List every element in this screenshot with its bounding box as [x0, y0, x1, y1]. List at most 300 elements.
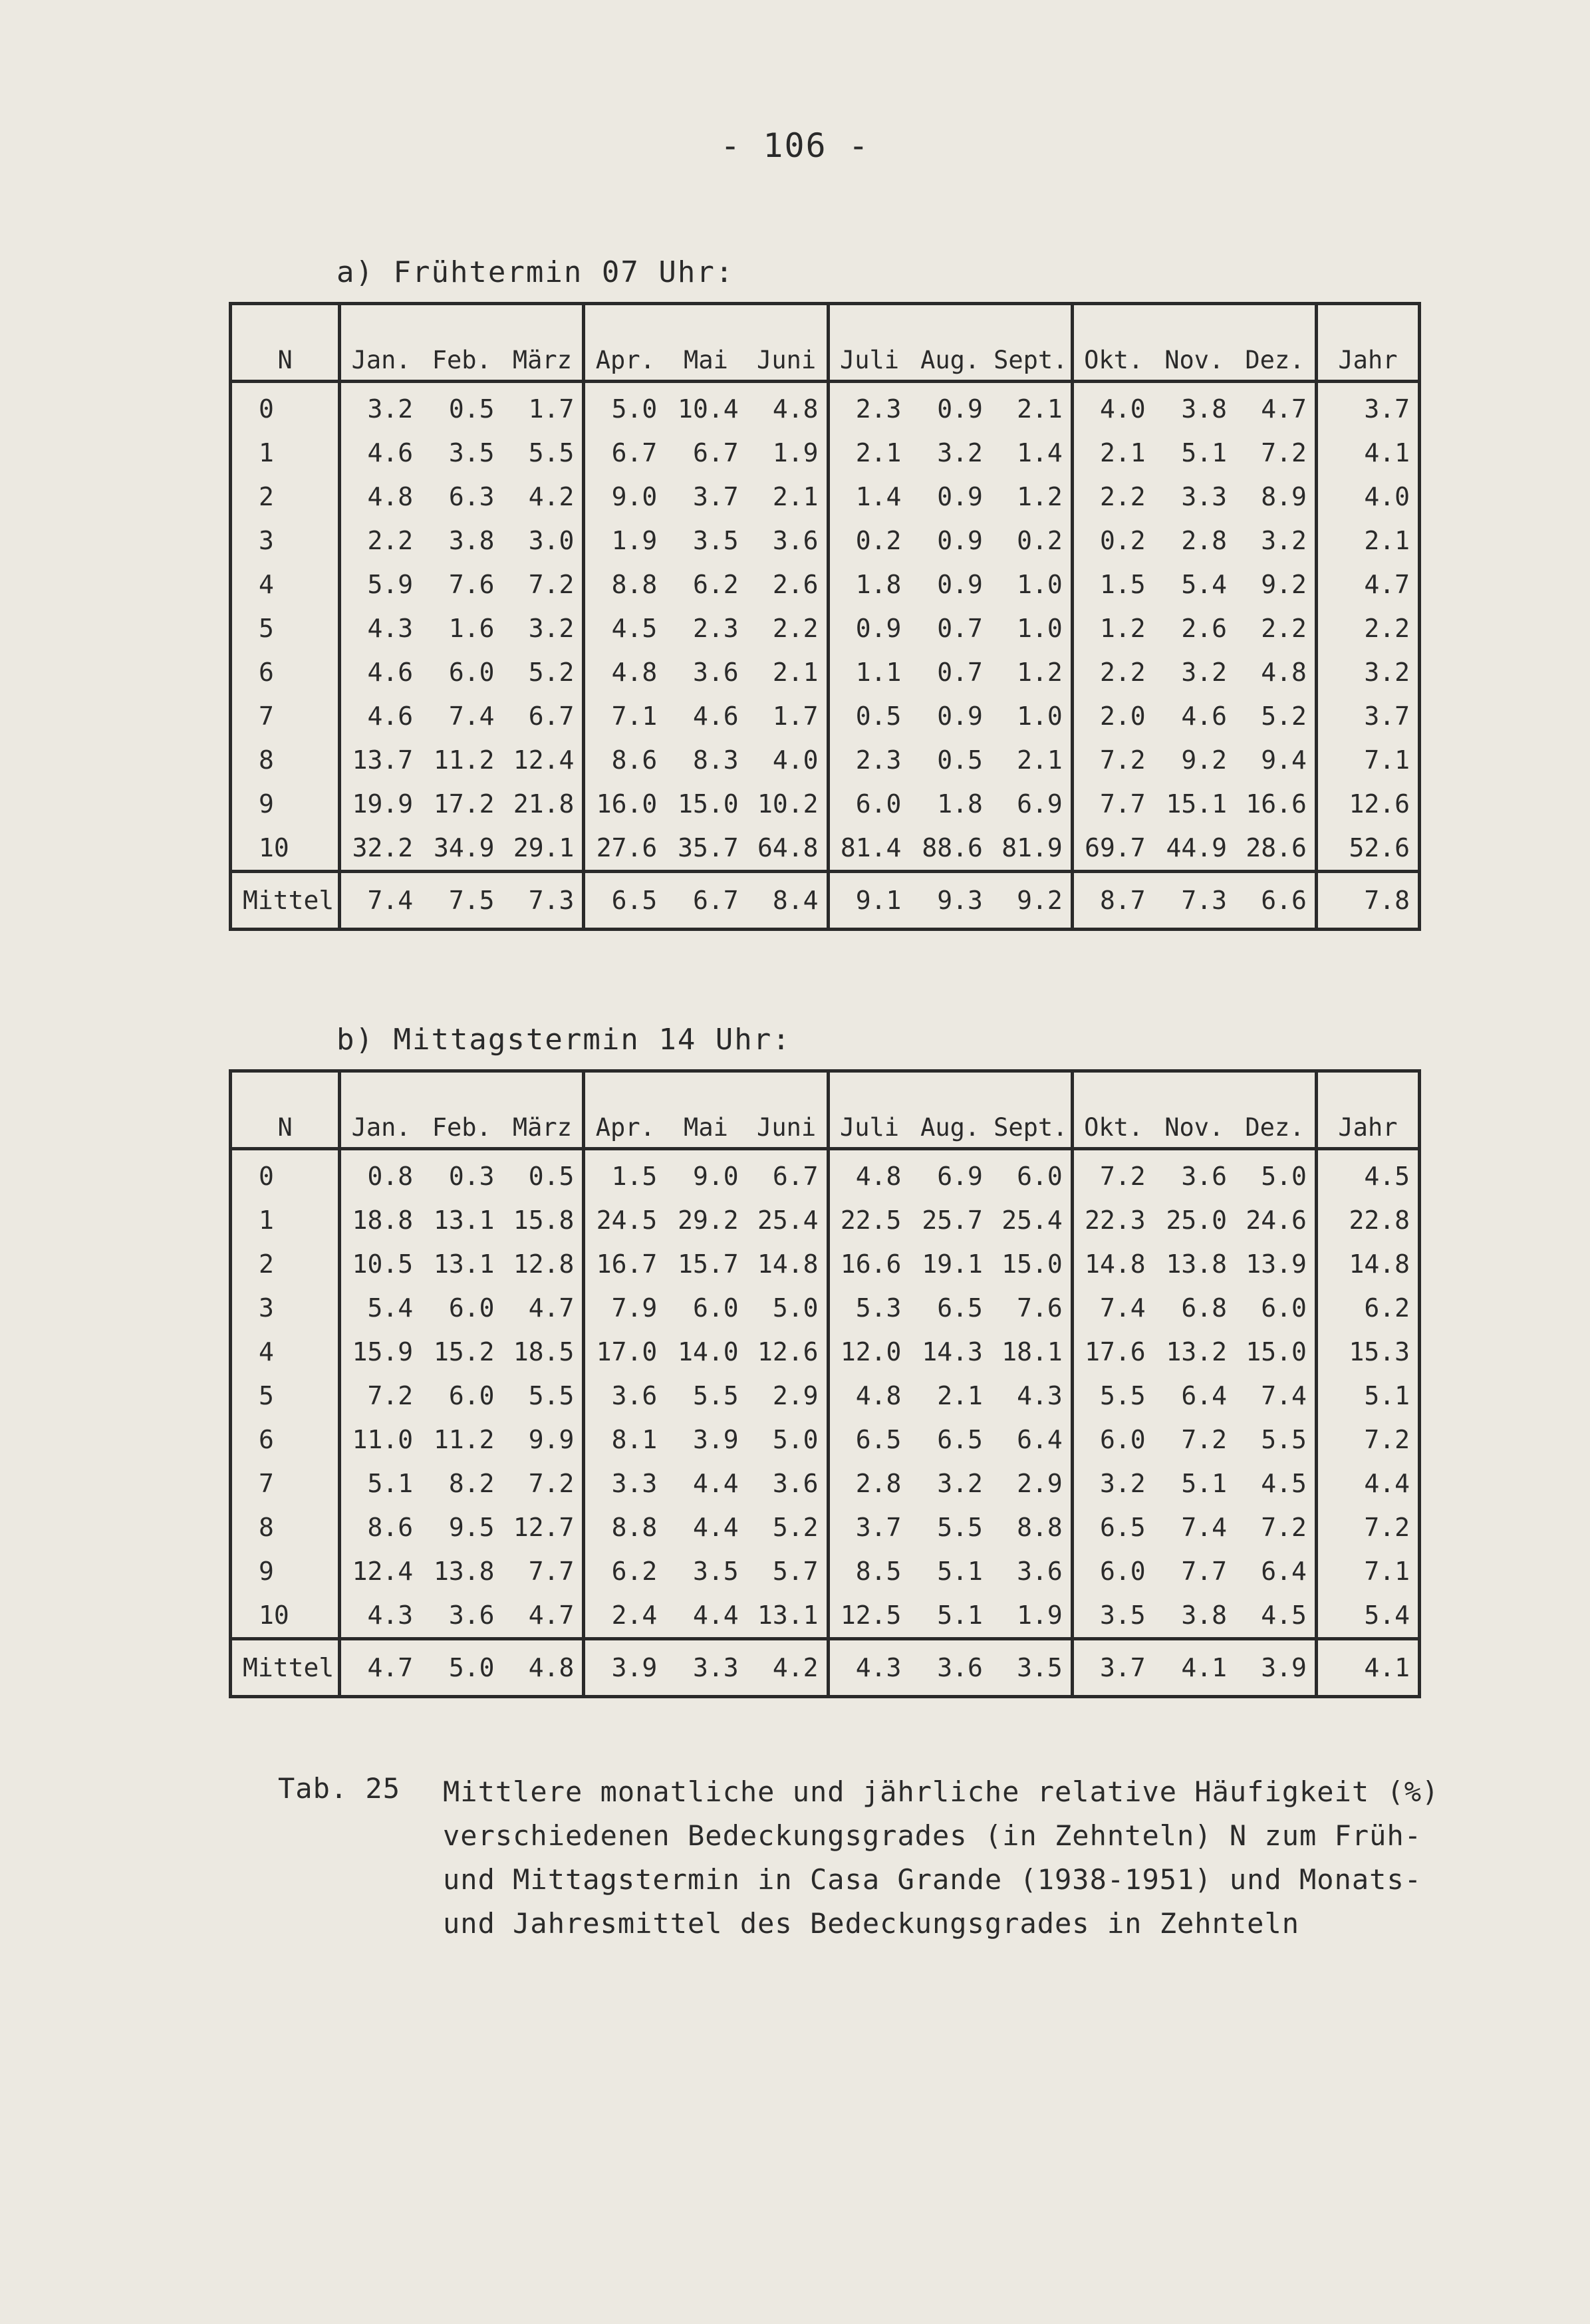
- frequency-cell: 3.8: [1181, 394, 1227, 424]
- frequency-cell: 4.3: [367, 614, 414, 643]
- frequency-cell: 1.7: [747, 694, 828, 738]
- frequency-cell: 4.8: [367, 482, 414, 511]
- frequency-cell: 6.7: [747, 1149, 828, 1199]
- caption-line: verschiedenen Bedeckungsgrades (in Zehnteln) N zum Früh-: [443, 1819, 1422, 1852]
- frequency-cell: 4.7: [340, 1639, 421, 1697]
- header-month: Dez.: [1235, 304, 1316, 382]
- frequency-cell: 5.5: [1235, 1418, 1316, 1462]
- frequency-cell: 88.6: [922, 833, 983, 862]
- frequency-cell: 5.5: [502, 1374, 583, 1418]
- frequency-cell: 7.4: [448, 702, 495, 731]
- table-row: [231, 1330, 1420, 1374]
- frequency-cell: 17.2: [433, 789, 495, 819]
- frequency-cell: 3.9: [584, 1639, 665, 1697]
- frequency-cell: 5.2: [502, 650, 583, 694]
- frequency-cell: 5.5: [502, 431, 583, 475]
- frequency-cell: 5.3: [855, 1293, 902, 1323]
- frequency-cell: 8.6: [367, 1513, 414, 1542]
- year-cell: 3.2: [1364, 658, 1410, 687]
- cloud-cover-tenths: 5: [231, 606, 340, 650]
- frequency-cell: 22.3: [1085, 1206, 1146, 1235]
- year-cell: 4.0: [1364, 482, 1410, 511]
- frequency-cell: 1.5: [1099, 570, 1146, 599]
- frequency-cell: 2.1: [991, 382, 1072, 432]
- frequency-cell: 0.2: [1099, 526, 1146, 555]
- frequency-cell: 12.8: [502, 1242, 583, 1286]
- year-cell: 3.7: [1364, 394, 1410, 424]
- frequency-cell: 8.8: [991, 1505, 1072, 1549]
- frequency-cell: 3.5: [448, 438, 495, 467]
- header-month: Nov.: [1154, 1071, 1235, 1149]
- frequency-cell: 7.6: [991, 1286, 1072, 1330]
- header-month: Juli: [828, 1071, 909, 1149]
- frequency-cell: 6.0: [991, 1149, 1072, 1199]
- table-row: [231, 694, 1420, 738]
- frequency-cell: 3.3: [665, 1639, 746, 1697]
- frequency-cell: 4.6: [367, 438, 414, 467]
- frequency-cell: 3.2: [1099, 1469, 1146, 1498]
- frequency-cell: 0.2: [991, 519, 1072, 563]
- frequency-cell: 2.2: [1099, 658, 1146, 687]
- frequency-cell: 8.8: [611, 1513, 658, 1542]
- frequency-cell: 6.5: [1099, 1513, 1146, 1542]
- frequency-cell: 4.8: [747, 382, 828, 432]
- frequency-cell: 2.9: [747, 1374, 828, 1418]
- frequency-cell: 10.5: [352, 1249, 414, 1279]
- frequency-cell: 3.3: [611, 1469, 658, 1498]
- frequency-cell: 12.4: [352, 1557, 414, 1586]
- frequency-cell: 4.3: [991, 1374, 1072, 1418]
- frequency-cell: 2.8: [1181, 526, 1227, 555]
- frequency-cell: 7.3: [502, 872, 583, 930]
- frequency-cell: 3.2: [1235, 519, 1316, 563]
- frequency-cell: 3.6: [1181, 1162, 1227, 1191]
- frequency-cell: 6.0: [1235, 1286, 1316, 1330]
- frequency-cell: 15.0: [1235, 1330, 1316, 1374]
- frequency-cell: 0.5: [855, 702, 902, 731]
- header-month: März: [502, 1071, 583, 1149]
- frequency-cell: 6.7: [693, 438, 739, 467]
- frequency-cell: 2.1: [991, 738, 1072, 782]
- frequency-cell: 6.0: [855, 789, 902, 819]
- frequency-cell: 12.7: [502, 1505, 583, 1549]
- cloud-cover-tenths: 0: [231, 1149, 340, 1199]
- frequency-cell: 8.6: [611, 745, 658, 775]
- frequency-cell: 3.5: [1099, 1601, 1146, 1630]
- frequency-cell: 12.0: [840, 1337, 902, 1366]
- frequency-cell: 10.2: [747, 782, 828, 826]
- frequency-cell: 15.9: [352, 1337, 414, 1366]
- cloud-cover-tenths: 4: [231, 1330, 340, 1374]
- frequency-cell: 14.8: [1085, 1249, 1146, 1279]
- frequency-cell: 7.3: [1154, 872, 1235, 930]
- frequency-cell: 3.5: [693, 1557, 739, 1586]
- frequency-cell: 0.9: [937, 394, 983, 424]
- frequency-cell: 6.5: [855, 1425, 902, 1454]
- cloud-cover-tenths: 3: [231, 1286, 340, 1330]
- cloud-cover-tenths: 2: [231, 1242, 340, 1286]
- cloud-cover-tenths: 1: [231, 431, 340, 475]
- frequency-cell: 5.0: [747, 1286, 828, 1330]
- frequency-cell: 13.8: [1166, 1249, 1227, 1279]
- header-month: Okt.: [1072, 1071, 1153, 1149]
- frequency-cell: 2.3: [693, 614, 739, 643]
- cloud-cover-tenths: 6: [231, 1418, 340, 1462]
- frequency-cell: 6.8: [1181, 1293, 1227, 1323]
- cloud-cover-tenths: 9: [231, 1549, 340, 1593]
- year-cell: 2.1: [1364, 526, 1410, 555]
- frequency-cell: 0.7: [937, 614, 983, 643]
- cloud-cover-tenths: 7: [231, 694, 340, 738]
- frequency-cell: 3.9: [693, 1425, 739, 1454]
- mean-row: [231, 1639, 1420, 1697]
- frequency-cell: 0.9: [937, 570, 983, 599]
- frequency-cell: 2.1: [747, 650, 828, 694]
- frequency-cell: 5.4: [1181, 570, 1227, 599]
- frequency-cell: 1.4: [991, 431, 1072, 475]
- header-month: Mai: [665, 1071, 746, 1149]
- frequency-cell: 5.5: [693, 1381, 739, 1410]
- frequency-cell: 0.7: [937, 658, 983, 687]
- frequency-cell: 69.7: [1085, 833, 1146, 862]
- frequency-cell: 5.0: [747, 1418, 828, 1462]
- frequency-cell: 0.5: [448, 394, 495, 424]
- frequency-cell: 5.1: [937, 1557, 983, 1586]
- header-year: Jahr: [1316, 304, 1419, 382]
- cloud-cover-tenths: 6: [231, 650, 340, 694]
- frequency-cell: 7.2: [367, 1381, 414, 1410]
- table-b-title: b) Mittagstermin 14 Uhr:: [336, 1023, 791, 1057]
- frequency-cell: 81.9: [991, 826, 1072, 872]
- cloud-cover-tenths: 1: [231, 1198, 340, 1242]
- frequency-cell: 15.7: [678, 1249, 739, 1279]
- header-year: Jahr: [1316, 1071, 1419, 1149]
- frequency-cell: 12.5: [840, 1601, 902, 1630]
- frequency-cell: 3.5: [991, 1639, 1072, 1697]
- cloud-cover-tenths: 5: [231, 1374, 340, 1418]
- frequency-cell: 24.5: [596, 1206, 658, 1235]
- frequency-cell: 64.8: [747, 826, 828, 872]
- frequency-cell: 6.9: [991, 782, 1072, 826]
- frequency-cell: 7.4: [1235, 1374, 1316, 1418]
- frequency-cell: 3.6: [747, 519, 828, 563]
- frequency-cell: 25.0: [1166, 1206, 1227, 1235]
- frequency-cell: 4.6: [367, 658, 414, 687]
- frequency-cell: 3.7: [1072, 1639, 1153, 1697]
- header-month: Apr.: [584, 304, 665, 382]
- header-month: Apr.: [584, 1071, 665, 1149]
- frequency-cell: 9.3: [909, 872, 990, 930]
- frequency-cell: 8.9: [1235, 475, 1316, 519]
- frequency-cell: 18.5: [502, 1330, 583, 1374]
- year-cell: 52.6: [1349, 833, 1410, 862]
- frequency-cell: 14.0: [678, 1337, 739, 1366]
- frequency-cell: 44.9: [1166, 833, 1227, 862]
- table-row: [231, 431, 1420, 475]
- frequency-cell: 9.9: [502, 1418, 583, 1462]
- table-row: [231, 738, 1420, 782]
- frequency-cell: 5.1: [367, 1469, 414, 1498]
- frequency-cell: 2.4: [611, 1601, 658, 1630]
- table-row: [231, 826, 1420, 872]
- frequency-cell: 4.7: [502, 1286, 583, 1330]
- table-row: [231, 1374, 1420, 1418]
- frequency-cell: 8.1: [611, 1425, 658, 1454]
- frequency-cell: 6.7: [502, 694, 583, 738]
- frequency-cell: 7.2: [502, 1462, 583, 1505]
- table-a-title: a) Frühtermin 07 Uhr:: [336, 255, 735, 289]
- frequency-cell: 8.5: [855, 1557, 902, 1586]
- frequency-cell: 4.0: [1099, 394, 1146, 424]
- frequency-cell: 11.0: [352, 1425, 414, 1454]
- frequency-cell: 13.9: [1235, 1242, 1316, 1286]
- frequency-cell: 12.6: [747, 1330, 828, 1374]
- frequency-cell: 4.3: [367, 1601, 414, 1630]
- frequency-cell: 7.1: [611, 702, 658, 731]
- frequency-cell: 1.2: [1099, 614, 1146, 643]
- frequency-cell: 9.2: [991, 872, 1072, 930]
- cloud-cover-tenths: 0: [231, 382, 340, 432]
- frequency-cell: 6.0: [448, 658, 495, 687]
- frequency-cell: 0.9: [855, 614, 902, 643]
- frequency-cell: 0.8: [367, 1162, 414, 1191]
- frequency-cell: 9.1: [828, 872, 909, 930]
- frequency-cell: 7.6: [448, 570, 495, 599]
- table-row: [231, 563, 1420, 606]
- frequency-cell: 6.4: [1181, 1381, 1227, 1410]
- frequency-cell: 5.0: [611, 394, 658, 424]
- cloud-cover-tenths: 7: [231, 1462, 340, 1505]
- frequency-cell: 2.2: [747, 606, 828, 650]
- frequency-cell: 5.0: [421, 1639, 502, 1697]
- frequency-cell: 5.4: [367, 1293, 414, 1323]
- year-cell: 7.8: [1316, 872, 1419, 930]
- frequency-cell: 2.2: [1235, 606, 1316, 650]
- header-row: [231, 304, 1420, 382]
- frequency-cell: 4.2: [502, 475, 583, 519]
- frequency-cell: 14.8: [747, 1242, 828, 1286]
- year-cell: 22.8: [1349, 1206, 1410, 1235]
- frequency-cell: 1.9: [991, 1593, 1072, 1639]
- header-month: Jan.: [340, 304, 421, 382]
- frequency-cell: 27.6: [596, 833, 658, 862]
- frequency-cell: 81.4: [840, 833, 902, 862]
- frequency-cell: 4.2: [747, 1639, 828, 1697]
- table-row: [231, 1418, 1420, 1462]
- frequency-cell: 4.8: [1235, 650, 1316, 694]
- frequency-cell: 1.9: [611, 526, 658, 555]
- frequency-cell: 17.0: [596, 1337, 658, 1366]
- frequency-cell: 2.0: [1099, 702, 1146, 731]
- frequency-cell: 6.9: [937, 1162, 983, 1191]
- frequency-cell: 16.6: [1235, 782, 1316, 826]
- frequency-cell: 2.9: [991, 1462, 1072, 1505]
- frequency-cell: 2.1: [747, 475, 828, 519]
- year-cell: 4.4: [1364, 1469, 1410, 1498]
- frequency-cell: 4.8: [611, 658, 658, 687]
- frequency-cell: 9.4: [1235, 738, 1316, 782]
- frequency-cell: 4.8: [855, 1381, 902, 1410]
- frequency-cell: 3.2: [937, 438, 983, 467]
- page-number: - 106 -: [720, 126, 870, 165]
- frequency-cell: 3.2: [1181, 658, 1227, 687]
- frequency-cell: 9.5: [448, 1513, 495, 1542]
- frequency-cell: 6.0: [448, 1381, 495, 1410]
- frequency-cell: 3.2: [367, 394, 414, 424]
- frequency-cell: 7.2: [1099, 745, 1146, 775]
- table-row: [231, 475, 1420, 519]
- frequency-cell: 1.7: [502, 382, 583, 432]
- frequency-cell: 4.6: [367, 702, 414, 731]
- frequency-cell: 7.2: [1235, 431, 1316, 475]
- frequency-cell: 1.2: [991, 650, 1072, 694]
- frequency-cell: 34.9: [433, 833, 495, 862]
- table-row: [231, 1505, 1420, 1549]
- frequency-cell: 6.4: [1235, 1549, 1316, 1593]
- frequency-cell: 2.6: [1181, 614, 1227, 643]
- frequency-cell: 4.5: [1235, 1462, 1316, 1505]
- frequency-cell: 0.9: [937, 702, 983, 731]
- cloud-cover-tenths: 9: [231, 782, 340, 826]
- frequency-cell: 4.6: [693, 702, 739, 731]
- frequency-cell: 15.0: [678, 789, 739, 819]
- frequency-cell: 6.6: [1235, 872, 1316, 930]
- table-row: [231, 1549, 1420, 1593]
- frequency-cell: 3.2: [937, 1469, 983, 1498]
- year-cell: 5.1: [1364, 1381, 1410, 1410]
- frequency-cell: 9.2: [1235, 563, 1316, 606]
- frequency-cell: 5.2: [1235, 694, 1316, 738]
- frequency-cell: 1.0: [991, 563, 1072, 606]
- frequency-cell: 3.6: [693, 658, 739, 687]
- frequency-cell: 3.3: [1181, 482, 1227, 511]
- frequency-cell: 7.7: [1181, 1557, 1227, 1586]
- cloud-cover-tenths: 10: [231, 826, 340, 872]
- frequency-cell: 22.5: [840, 1206, 902, 1235]
- table-row: [231, 1198, 1420, 1242]
- table-row: [231, 382, 1420, 432]
- frequency-cell: 3.8: [448, 526, 495, 555]
- cloud-cover-tenths: 8: [231, 1505, 340, 1549]
- frequency-cell: 29.2: [678, 1206, 739, 1235]
- frequency-cell: 32.2: [352, 833, 414, 862]
- frequency-cell: 5.1: [1181, 1469, 1227, 1498]
- frequency-cell: 4.4: [693, 1601, 739, 1630]
- frequency-cell: 9.2: [1181, 745, 1227, 775]
- cloud-cover-tenths: 2: [231, 475, 340, 519]
- frequency-cell: 6.4: [991, 1418, 1072, 1462]
- frequency-cell: 6.0: [1099, 1425, 1146, 1454]
- caption-line: Mittlere monatliche und jährliche relative Häufigkeit (%): [443, 1775, 1440, 1808]
- frequency-cell: 0.5: [502, 1149, 583, 1199]
- frequency-cell: 12.4: [502, 738, 583, 782]
- frequency-cell: 4.7: [502, 1593, 583, 1639]
- frequency-cell: 7.5: [421, 872, 502, 930]
- frequency-cell: 7.7: [502, 1549, 583, 1593]
- frequency-cell: 29.1: [502, 826, 583, 872]
- frequency-cell: 13.1: [747, 1593, 828, 1639]
- frequency-cell: 1.8: [937, 789, 983, 819]
- frequency-cell: 1.2: [991, 475, 1072, 519]
- frequency-cell: 4.8: [502, 1639, 583, 1697]
- table-row: [231, 782, 1420, 826]
- cloud-cover-tenths: 4: [231, 563, 340, 606]
- frequency-cell: 9.0: [611, 482, 658, 511]
- frequency-cell: 7.4: [340, 872, 421, 930]
- frequency-cell: 8.7: [1072, 872, 1153, 930]
- frequency-cell: 2.1: [1099, 438, 1146, 467]
- caption-label: Tab. 25: [278, 1772, 401, 1805]
- frequency-cell: 4.3: [828, 1639, 909, 1697]
- frequency-cell: 13.1: [433, 1206, 495, 1235]
- year-cell: 6.2: [1364, 1293, 1410, 1323]
- frequency-cell: 6.2: [611, 1557, 658, 1586]
- frequency-cell: 5.2: [747, 1505, 828, 1549]
- frequency-cell: 7.2: [1099, 1162, 1146, 1191]
- frequency-cell: 13.1: [433, 1249, 495, 1279]
- frequency-cell: 11.2: [433, 1425, 495, 1454]
- header-month: Sept.: [991, 304, 1072, 382]
- frequency-cell: 7.2: [1235, 1505, 1316, 1549]
- cloud-cover-tenths: 8: [231, 738, 340, 782]
- year-cell: 4.1: [1316, 1639, 1419, 1697]
- year-cell: 4.1: [1364, 438, 1410, 467]
- frequency-cell: 2.1: [855, 438, 902, 467]
- frequency-cell: 6.5: [937, 1293, 983, 1323]
- year-cell: 4.5: [1364, 1162, 1410, 1191]
- table-row: [231, 1593, 1420, 1639]
- frequency-cell: 3.6: [611, 1381, 658, 1410]
- frequency-cell: 5.1: [1181, 438, 1227, 467]
- header-month: Jan.: [340, 1071, 421, 1149]
- year-cell: 14.8: [1349, 1249, 1410, 1279]
- frequency-cell: 5.7: [747, 1549, 828, 1593]
- table-row: [231, 606, 1420, 650]
- header-month: März: [502, 304, 583, 382]
- year-cell: 5.4: [1364, 1601, 1410, 1630]
- frequency-cell: 0.9: [937, 526, 983, 555]
- table-row: [231, 1462, 1420, 1505]
- frequency-cell: 6.7: [611, 438, 658, 467]
- frequency-cell: 8.3: [693, 745, 739, 775]
- frequency-cell: 1.8: [855, 570, 902, 599]
- year-cell: 7.2: [1364, 1425, 1410, 1454]
- header-month: Aug.: [909, 304, 990, 382]
- header-month: Sept.: [991, 1071, 1072, 1149]
- frequency-cell: 2.3: [855, 394, 902, 424]
- header-month: Nov.: [1154, 304, 1235, 382]
- frequency-cell: 0.9: [937, 482, 983, 511]
- frequency-cell: 3.2: [502, 606, 583, 650]
- frequency-cell: 24.6: [1235, 1198, 1316, 1242]
- frequency-cell: 13.8: [433, 1557, 495, 1586]
- year-cell: 7.2: [1364, 1513, 1410, 1542]
- frequency-cell: 1.0: [991, 606, 1072, 650]
- frequency-cell: 6.5: [937, 1425, 983, 1454]
- frequency-cell: 13.7: [352, 745, 414, 775]
- frequency-cell: 1.6: [448, 614, 495, 643]
- frequency-cell: 5.1: [937, 1601, 983, 1630]
- frequency-cell: 6.0: [1099, 1557, 1146, 1586]
- frequency-cell: 5.5: [1099, 1381, 1146, 1410]
- frequency-cell: 28.6: [1235, 826, 1316, 872]
- frequency-cell: 5.5: [937, 1513, 983, 1542]
- frequency-cell: 1.4: [855, 482, 902, 511]
- header-month: Okt.: [1072, 304, 1153, 382]
- frequency-cell: 4.8: [855, 1162, 902, 1191]
- frequency-cell: 6.7: [665, 872, 746, 930]
- cloud-cover-tenths: 10: [231, 1593, 340, 1639]
